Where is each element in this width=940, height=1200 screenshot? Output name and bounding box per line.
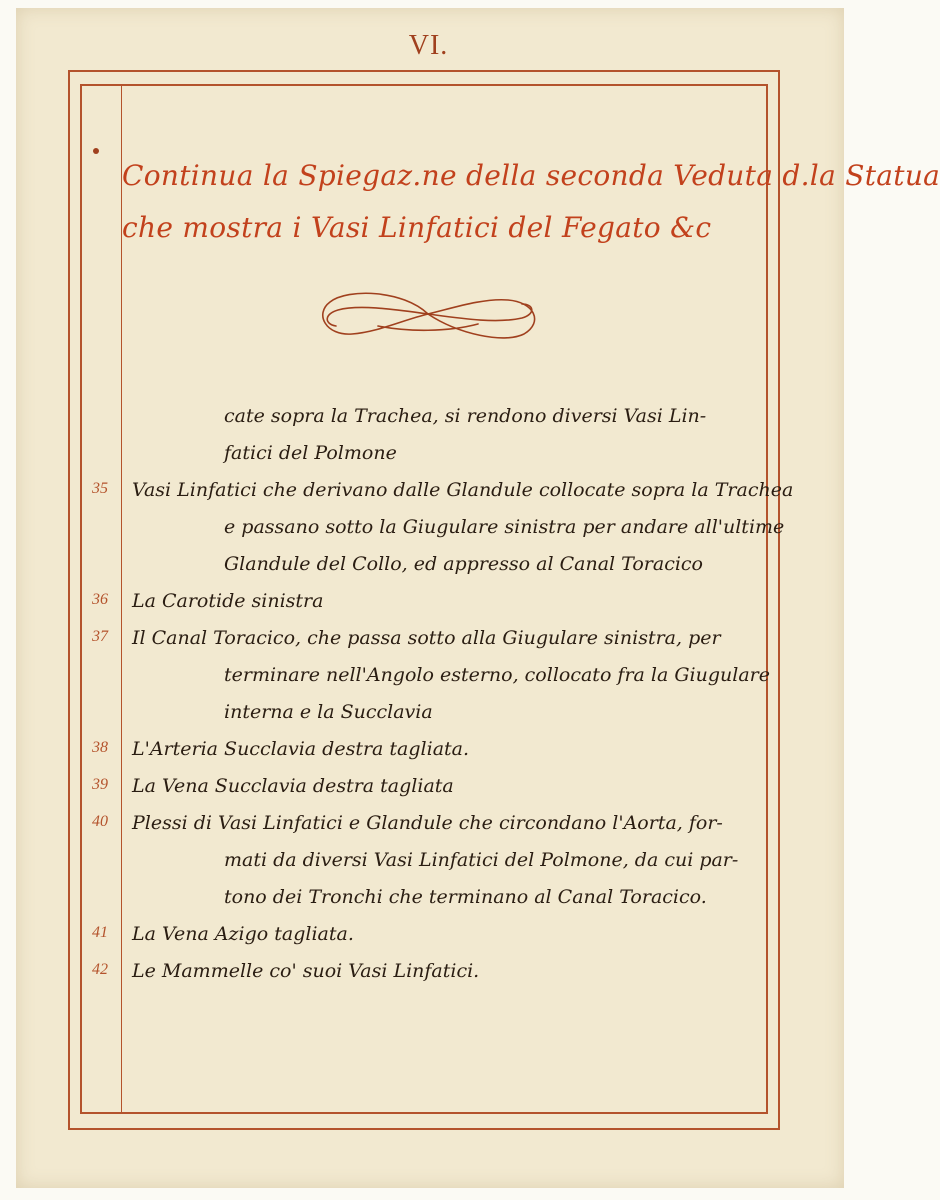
entry-line: terminare nell'Angolo esterno, collocato fra la Giugulare — [224, 664, 770, 686]
entry-number: 37 — [92, 628, 108, 645]
entry-number: 42 — [92, 961, 108, 978]
entry-text — [132, 731, 772, 768]
entry-number: 36 — [92, 591, 108, 608]
entry-line: La Vena Azigo tagliata. — [132, 923, 354, 945]
entry-text — [132, 953, 772, 990]
entry-text — [132, 583, 772, 620]
entry-text — [132, 472, 794, 583]
entry-text — [132, 620, 772, 731]
entry-line: L'Arteria Succlavia destra tagliata. — [132, 738, 470, 760]
entry-line: tono dei Tronchi che terminano al Canal Toracico. — [224, 886, 707, 908]
calligraphic-flourish — [308, 280, 548, 350]
entry-line: e passano sotto la Giugulare sinistra per andare all'ultime — [224, 516, 785, 538]
entry-line: cate sopra la Trachea, si rendono diversi Vasi Lin- — [224, 405, 707, 427]
entry-number: 38 — [92, 739, 108, 756]
entry-text — [132, 805, 772, 916]
entry-line: La Carotide sinistra — [132, 590, 324, 612]
entry-line: Vasi Linfatici che derivano dalle Glandule collocate sopra la Trachea — [132, 479, 794, 501]
entry-line: La Vena Succlavia destra tagliata — [132, 775, 454, 797]
entry-text — [132, 398, 772, 472]
entry-number: 41 — [92, 924, 108, 941]
page-number: VI. — [408, 30, 449, 61]
entry-text — [132, 768, 772, 805]
entry-line: Le Mammelle co' suoi Vasi Linfatici. — [132, 960, 480, 982]
entry-line: Plessi di Vasi Linfatici e Glandule che circondano l'Aorta, for- — [132, 812, 723, 834]
entry-line: interna e la Succlavia — [224, 701, 433, 723]
entry-number: 35 — [92, 480, 108, 497]
title-line-2: che mostra i Vasi Linfatici del Fegato &c — [122, 211, 712, 244]
entry-text — [132, 916, 772, 953]
entry-number: 39 — [92, 776, 108, 793]
entry-number: 40 — [92, 813, 108, 830]
page-title — [122, 150, 940, 254]
entry-line: Glandule del Collo, ed appresso al Canal Toracico — [224, 553, 703, 575]
title-line-1: Continua la Spiegaz.ne della seconda Veduta d.la Statua — [122, 159, 940, 192]
entry-line: Il Canal Toracico, che passa sotto alla Giugulare sinistra, per — [132, 627, 721, 649]
entry-line: fatici del Polmone — [224, 442, 397, 464]
entry-line: mati da diversi Vasi Linfatici del Polmone, da cui par- — [224, 849, 739, 871]
margin-dot — [93, 148, 99, 154]
